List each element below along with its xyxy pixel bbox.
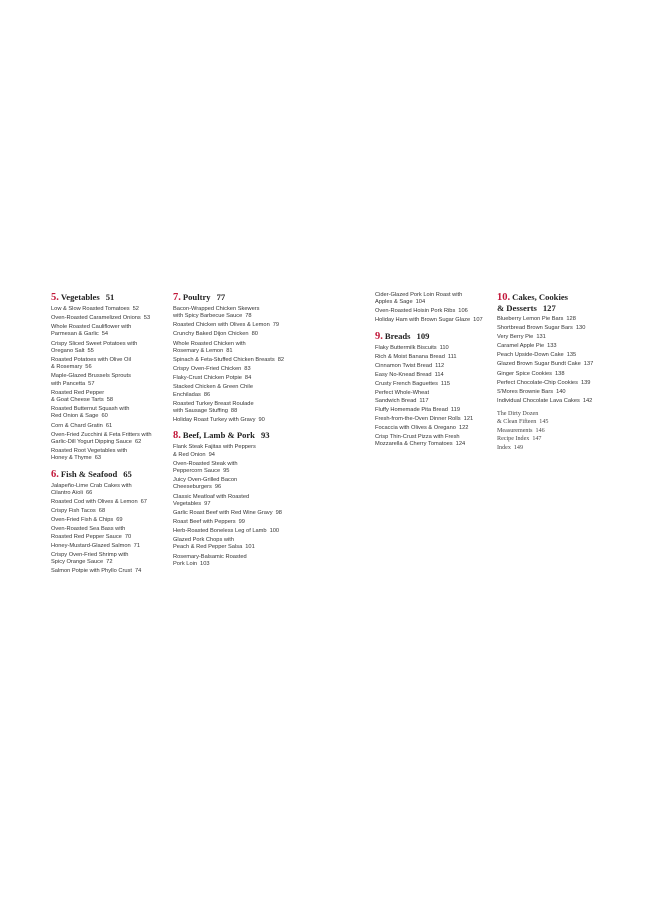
toc-entry — [375, 308, 489, 315]
entry-page-number: 69 — [116, 517, 123, 524]
entry-title-line: S'Mores Brownie Bars 140 — [497, 388, 566, 395]
section-page: 77 — [216, 292, 226, 302]
entry-page-number: 71 — [133, 542, 140, 549]
toc-entry — [173, 306, 288, 321]
entry-title-line: Flaky Buttermilk Biscuits 110 — [375, 344, 449, 351]
entry-title-line: Enchiladas 86 — [173, 391, 211, 398]
entry-title-line: Maple-Glazed Brussels Sprouts — [51, 373, 131, 380]
toc-entry — [375, 354, 489, 361]
entry-title-line: & Clean Fifteen 145 — [497, 418, 549, 425]
entry-page-number: 57 — [88, 380, 95, 387]
toc-entry — [173, 384, 288, 399]
entry-page-number: 100 — [269, 528, 280, 535]
section-beef-continued — [375, 292, 489, 325]
entry-title-line: with Spicy Barbecue Sauce 78 — [173, 313, 252, 320]
entry-list — [497, 316, 611, 405]
entry-title-line: Rosemary-Balsamic Roasted — [173, 553, 247, 560]
entry-title-line: Crispy Oven-Fried Shrimp with — [51, 551, 129, 558]
entry-title-line: Very Berry Pie 131 — [497, 334, 546, 341]
toc-entry — [51, 568, 163, 575]
toc-entry — [173, 477, 288, 492]
toc-entry — [173, 375, 288, 382]
toc-entry — [375, 434, 489, 449]
entry-page-number: 53 — [143, 315, 151, 322]
entry-title-line: Spinach & Feta-Stuffed Chicken Breasts 82 — [173, 356, 285, 363]
entry-title-line: Holiday Roast Turkey with Gravy 90 — [173, 417, 265, 424]
entry-title-line: Roasted Red Pepper — [51, 389, 105, 396]
toc-entry — [497, 411, 611, 426]
section-beef-lamb-pork — [173, 430, 288, 568]
toc-entry — [497, 398, 611, 405]
entry-title-line: Caramel Apple Pie 133 — [497, 343, 557, 350]
entry-list — [173, 306, 288, 424]
entry-title-line: Measurements 146 — [497, 427, 545, 434]
section-number: 7. — [173, 292, 181, 303]
toc-entry — [497, 352, 611, 359]
section-heading — [375, 331, 489, 342]
entry-title-line: & Goat Cheese Tarts 58 — [51, 397, 114, 404]
toc-column-3 — [375, 292, 489, 455]
entry-page-number: 96 — [214, 484, 222, 491]
entry-title-line: Oven-Roasted Caramelized Onions 53 — [51, 315, 151, 322]
toc-entry — [375, 407, 489, 414]
entry-page-number: 149 — [513, 445, 524, 452]
entry-page-number: 72 — [106, 559, 113, 566]
entry-page-number: 145 — [539, 418, 549, 425]
toc-entry — [497, 316, 611, 323]
entry-page-number: 128 — [566, 316, 576, 322]
toc-entry — [51, 543, 163, 550]
toc-entry — [173, 401, 288, 416]
entry-page-number: 84 — [244, 375, 252, 382]
toc-entry — [497, 428, 611, 436]
entry-title-line: Honey & Thyme 63 — [51, 455, 102, 462]
entry-title-line: Crispy Fish Tacos 68 — [51, 508, 106, 515]
section-poultry — [173, 292, 288, 424]
entry-page-number: 117 — [419, 397, 429, 404]
entry-title-line: Oregano Salt 55 — [51, 347, 94, 354]
entry-list — [375, 292, 489, 325]
entry-title-line: Bacon-Wrapped Chicken Skewers — [173, 306, 260, 312]
toc-entry — [51, 306, 163, 313]
entry-title-line: Recipe Index 147 — [497, 436, 542, 443]
entry-title-line: Vegetables 97 — [173, 500, 211, 507]
section-title: Fish & Seafood — [60, 468, 118, 479]
entry-title-line: Parmesan & Garlic 54 — [51, 331, 109, 338]
entry-page-number: 68 — [98, 508, 106, 515]
toc-entry — [375, 292, 489, 307]
toc-entry — [51, 315, 163, 322]
toc-entry — [51, 552, 163, 567]
toc-entry — [497, 343, 611, 350]
entry-page-number: 52 — [132, 306, 139, 312]
toc-entry — [173, 494, 288, 509]
entry-title-line: Apples & Sage 104 — [375, 299, 426, 306]
entry-page-number: 66 — [85, 489, 93, 496]
toc-entry — [51, 324, 163, 339]
entry-page-number: 103 — [200, 560, 210, 567]
entry-title-line: Oven-Roasted Sea Bass with — [51, 526, 126, 533]
toc-entry — [497, 436, 611, 444]
entry-title-line: Sandwich Bread 117 — [375, 397, 429, 404]
entry-title-line: with Pancetta 57 — [51, 380, 95, 387]
entry-page-number: 67 — [140, 499, 147, 505]
entry-page-number: 70 — [124, 533, 132, 540]
section-number: 6. — [51, 468, 59, 480]
entry-page-number: 58 — [106, 397, 114, 404]
toc-entry — [51, 517, 163, 524]
toc-entry — [51, 483, 163, 498]
entry-title-line: Corn & Chard Gratin 61 — [51, 422, 113, 429]
entry-page-number: 107 — [473, 317, 483, 324]
entry-title-line: Roast Beef with Peppers 99 — [173, 518, 245, 525]
toc-entry — [375, 416, 489, 423]
entry-page-number: 130 — [575, 325, 586, 332]
entry-title-line: Juicy Oven-Grilled Bacon — [173, 477, 238, 484]
entry-page-number: 78 — [245, 313, 252, 320]
toc-entry — [51, 390, 163, 405]
entry-page-number: 119 — [450, 406, 460, 413]
entry-title-line: & Red Onion 94 — [173, 451, 215, 458]
entry-page-number: 83 — [244, 366, 251, 373]
toc-entry — [173, 331, 288, 338]
entry-title-line: Oven-Fried Fish & Chips 69 — [51, 517, 123, 524]
toc-entry — [173, 461, 288, 476]
toc-entry — [51, 357, 163, 372]
entry-page-number: 54 — [101, 331, 109, 338]
entry-title-line: Focaccia with Olives & Oregano 122 — [375, 424, 469, 431]
toc-entry — [173, 417, 288, 424]
entry-title-line: Ginger Spice Cookies 138 — [497, 370, 565, 377]
entry-title-line: Index 149 — [497, 445, 524, 452]
toc-column-1 — [51, 292, 163, 581]
section-number: 8. — [173, 430, 181, 442]
entry-list — [173, 444, 288, 568]
toc-entry — [173, 322, 288, 329]
section-number: 9. — [375, 330, 383, 342]
toc-entry — [173, 341, 288, 356]
section-heading — [173, 430, 288, 441]
entry-page-number: 95 — [223, 468, 230, 475]
entry-list — [51, 306, 163, 463]
toc-entry — [497, 371, 611, 378]
entry-page-number: 79 — [272, 322, 280, 329]
entry-page-number: 63 — [94, 455, 102, 462]
appendix-list — [497, 411, 611, 453]
entry-title-line: Perfect Chocolate-Chip Cookies 139 — [497, 379, 591, 386]
entry-title-line: Cheeseburgers 96 — [173, 484, 222, 491]
entry-list — [375, 345, 489, 449]
toc-entry — [51, 499, 163, 506]
entry-page-number: 121 — [463, 415, 474, 422]
section-heading — [497, 292, 611, 313]
toc-entry — [51, 432, 163, 447]
entry-title-line: Individual Chocolate Lava Cakes 142 — [497, 397, 593, 404]
toc-entry — [497, 334, 611, 341]
entry-title-line: Whole Roasted Chicken with — [173, 340, 246, 347]
toc-entry — [51, 526, 163, 541]
section-cakes-cookies-desserts — [497, 292, 611, 405]
entry-page-number: 81 — [226, 347, 233, 354]
entry-title-line: Mozzarella & Cherry Tomatoes 124 — [375, 441, 466, 448]
toc-entry — [497, 445, 611, 453]
entry-page-number: 55 — [87, 347, 94, 354]
toc-entry — [375, 372, 489, 379]
toc-column-2 — [173, 292, 288, 574]
entry-title-line: Holiday Ham with Brown Sugar Glaze 107 — [375, 317, 483, 324]
toc-entry — [375, 317, 489, 324]
entry-title-line: Stacked Chicken & Green Chile — [173, 384, 253, 391]
entry-title-line: Crispy Sliced Sweet Potatoes with — [51, 340, 138, 347]
entry-page-number: 135 — [566, 352, 577, 359]
toc-entry — [51, 423, 163, 430]
entry-page-number: 115 — [440, 381, 450, 388]
entry-page-number: 142 — [582, 397, 593, 404]
toc-entry — [51, 448, 163, 463]
entry-title-line: Rosemary & Lemon 81 — [173, 347, 233, 354]
entry-title-line: Garlic-Dill Yogurt Dipping Sauce 62 — [51, 438, 142, 445]
toc-entry — [375, 363, 489, 370]
entry-title-line: Oven-Roasted Hoisin Pork Ribs 106 — [375, 308, 468, 315]
toc-entry — [375, 345, 489, 352]
entry-title-line: Cilantro Aïoli 66 — [51, 489, 93, 496]
entry-title-line: Low & Slow Roasted Tomatoes 52 — [51, 306, 139, 312]
entry-title-line: Rich & Moist Banana Bread 111 — [375, 353, 457, 360]
entry-page-number: 97 — [204, 500, 211, 507]
entry-page-number: 147 — [532, 436, 542, 443]
toc-entry — [375, 381, 489, 388]
toc-entry — [497, 361, 611, 368]
entry-page-number: 56 — [85, 364, 92, 371]
entry-title-line: Cinnamon Twist Bread 112 — [375, 362, 445, 369]
entry-title-line: The Dirty Dozen — [497, 411, 539, 418]
entry-page-number: 111 — [447, 353, 457, 360]
section-title: Beef, Lamb & Pork — [182, 430, 255, 441]
entry-page-number: 138 — [555, 370, 565, 377]
entry-title-line: Crunchy Baked Dijon Chicken 80 — [173, 331, 258, 338]
entry-title-line: Oven-Roasted Steak with — [173, 460, 238, 467]
entry-title-line: Flank Steak Fajitas with Peppers — [173, 444, 256, 451]
section-page: 93 — [260, 430, 270, 441]
entry-title-line: Herb-Roasted Boneless Leg of Lamb 100 — [173, 528, 280, 535]
entry-title-line: Roasted Potatoes with Olive Oil — [51, 356, 131, 363]
toc-entry — [375, 425, 489, 432]
section-heading — [173, 292, 288, 303]
entry-page-number: 139 — [580, 379, 591, 386]
section-heading — [51, 292, 163, 303]
toc-entry — [173, 357, 288, 364]
section-title-line-1: Cakes, Cookies — [512, 292, 568, 302]
toc-entry — [173, 554, 288, 569]
entry-title-line: Jalapeño-Lime Crab Cakes with — [51, 482, 132, 489]
section-vegetables — [51, 292, 163, 463]
toc-entry — [173, 528, 288, 535]
section-page: 65 — [123, 468, 132, 479]
entry-list — [51, 483, 163, 576]
entry-title-line: Peppercorn Sauce 95 — [173, 468, 230, 475]
entry-page-number: 74 — [134, 568, 142, 575]
entry-title-line: Fluffy Homemade Pita Bread 119 — [375, 406, 460, 413]
toc-entry — [497, 380, 611, 387]
entry-page-number: 61 — [105, 422, 113, 429]
entry-page-number: 131 — [536, 334, 546, 341]
section-page: 109 — [416, 330, 430, 341]
section-number: 10. — [497, 292, 511, 303]
entry-title-line: Classic Meatloaf with Roasted — [173, 493, 250, 500]
section-fish-seafood — [51, 469, 163, 576]
entry-title-line: Spicy Orange Sauce 72 — [51, 559, 113, 566]
entry-page-number: 88 — [230, 407, 238, 414]
section-title: Poultry — [182, 292, 211, 302]
toc-entry — [173, 537, 288, 552]
entry-page-number: 140 — [556, 388, 566, 395]
entry-title-line: Garlic Roast Beef with Red Wine Gravy 98 — [173, 509, 282, 516]
section-breads — [375, 331, 489, 449]
entry-title-line: Fresh-from-the-Oven Dinner Rolls 121 — [375, 415, 474, 422]
entry-page-number: 146 — [535, 427, 545, 434]
toc-column-4 — [497, 292, 611, 454]
toc-entry — [173, 519, 288, 526]
entry-page-number: 104 — [415, 299, 426, 306]
entry-page-number: 90 — [258, 417, 265, 424]
section-number: 5. — [51, 292, 59, 303]
entry-page-number: 133 — [547, 343, 557, 350]
entry-page-number: 80 — [251, 331, 258, 338]
entry-page-number: 60 — [101, 413, 108, 420]
entry-title-line: Crisp Thin-Crust Pizza with Fresh — [375, 433, 460, 440]
entry-title-line: & Rosemary 56 — [51, 364, 92, 371]
entry-page-number: 82 — [277, 356, 285, 363]
entry-page-number: 62 — [134, 438, 142, 445]
entry-title-line: Roasted Chicken with Olives & Lemon 79 — [173, 322, 280, 329]
entry-title-line: Roasted Cod with Olives & Lemon 67 — [51, 499, 147, 505]
entry-page-number: 114 — [434, 372, 444, 379]
entry-title-line: Honey-Mustard-Glazed Salmon 71 — [51, 542, 140, 549]
section-page: 127 — [542, 303, 556, 313]
toc-entry — [497, 325, 611, 332]
toc-entry — [375, 390, 489, 405]
entry-title-line: Shortbread Brown Sugar Bars 130 — [497, 325, 586, 332]
entry-page-number: 98 — [275, 509, 282, 516]
entry-title-line: Blueberry Lemon Pie Bars 128 — [497, 316, 576, 322]
entry-title-line: Red Onion & Sage 60 — [51, 413, 108, 420]
entry-title-line: Easy No-Knead Bread 114 — [375, 372, 444, 379]
section-heading — [51, 469, 163, 480]
entry-page-number: 112 — [435, 362, 445, 369]
entry-title-line: Crusty French Baguettes 115 — [375, 381, 450, 388]
entry-page-number: 94 — [208, 451, 215, 458]
toc-entry — [173, 444, 288, 459]
section-title-line-2: & Desserts — [497, 303, 537, 313]
entry-title-line: Roasted Butternut Squash with — [51, 406, 130, 413]
entry-title-line: Glazed Brown Sugar Bundt Cake 137 — [497, 361, 594, 368]
entry-page-number: 124 — [455, 441, 466, 448]
toc-entry — [497, 389, 611, 396]
entry-title-line: Whole Roasted Cauliflower with — [51, 324, 132, 331]
entry-title-line: Cider-Glazed Pork Loin Roast with — [375, 292, 463, 298]
entry-title-line: Peach & Red Pepper Salsa 101 — [173, 544, 255, 551]
entry-title-line: Flaky-Crust Chicken Potpie 84 — [173, 375, 252, 382]
toc-entry — [173, 366, 288, 373]
entry-title-line: Roasted Root Vegetables with — [51, 448, 128, 455]
toc-entry — [51, 341, 163, 356]
entry-page-number: 106 — [458, 308, 468, 315]
entry-title-line: Oven-Fried Zucchini & Feta Fritters with — [51, 431, 152, 438]
entry-page-number: 137 — [583, 361, 594, 368]
toc-entry — [51, 406, 163, 421]
entry-title-line: Glazed Pork Chops with — [173, 537, 235, 544]
entry-title-line: Roasted Turkey Breast Roulade — [173, 400, 254, 407]
toc-entry — [173, 510, 288, 517]
section-title: Vegetables — [60, 292, 100, 302]
entry-page-number: 99 — [238, 518, 245, 525]
entry-page-number: 101 — [245, 544, 255, 551]
entry-page-number: 110 — [439, 344, 449, 351]
entry-page-number: 122 — [458, 424, 469, 431]
entry-title-line: Roasted Red Pepper Sauce 70 — [51, 533, 132, 540]
entry-title-line: Salmon Potpie with Phyllo Crust 74 — [51, 568, 142, 575]
toc-entry — [51, 508, 163, 515]
entry-title-line: Pork Loin 103 — [173, 560, 210, 567]
entry-page-number: 86 — [203, 391, 211, 398]
section-page: 51 — [105, 292, 115, 302]
entry-title-line: with Sausage Stuffing 88 — [173, 407, 238, 414]
entry-title-line: Crispy Oven-Fried Chicken 83 — [173, 366, 251, 373]
toc-entry — [51, 373, 163, 388]
entry-title-line: Perfect Whole-Wheat — [375, 390, 430, 397]
section-title: Breads — [384, 330, 411, 341]
entry-title-line: Peach Upside-Down Cake 135 — [497, 352, 577, 359]
